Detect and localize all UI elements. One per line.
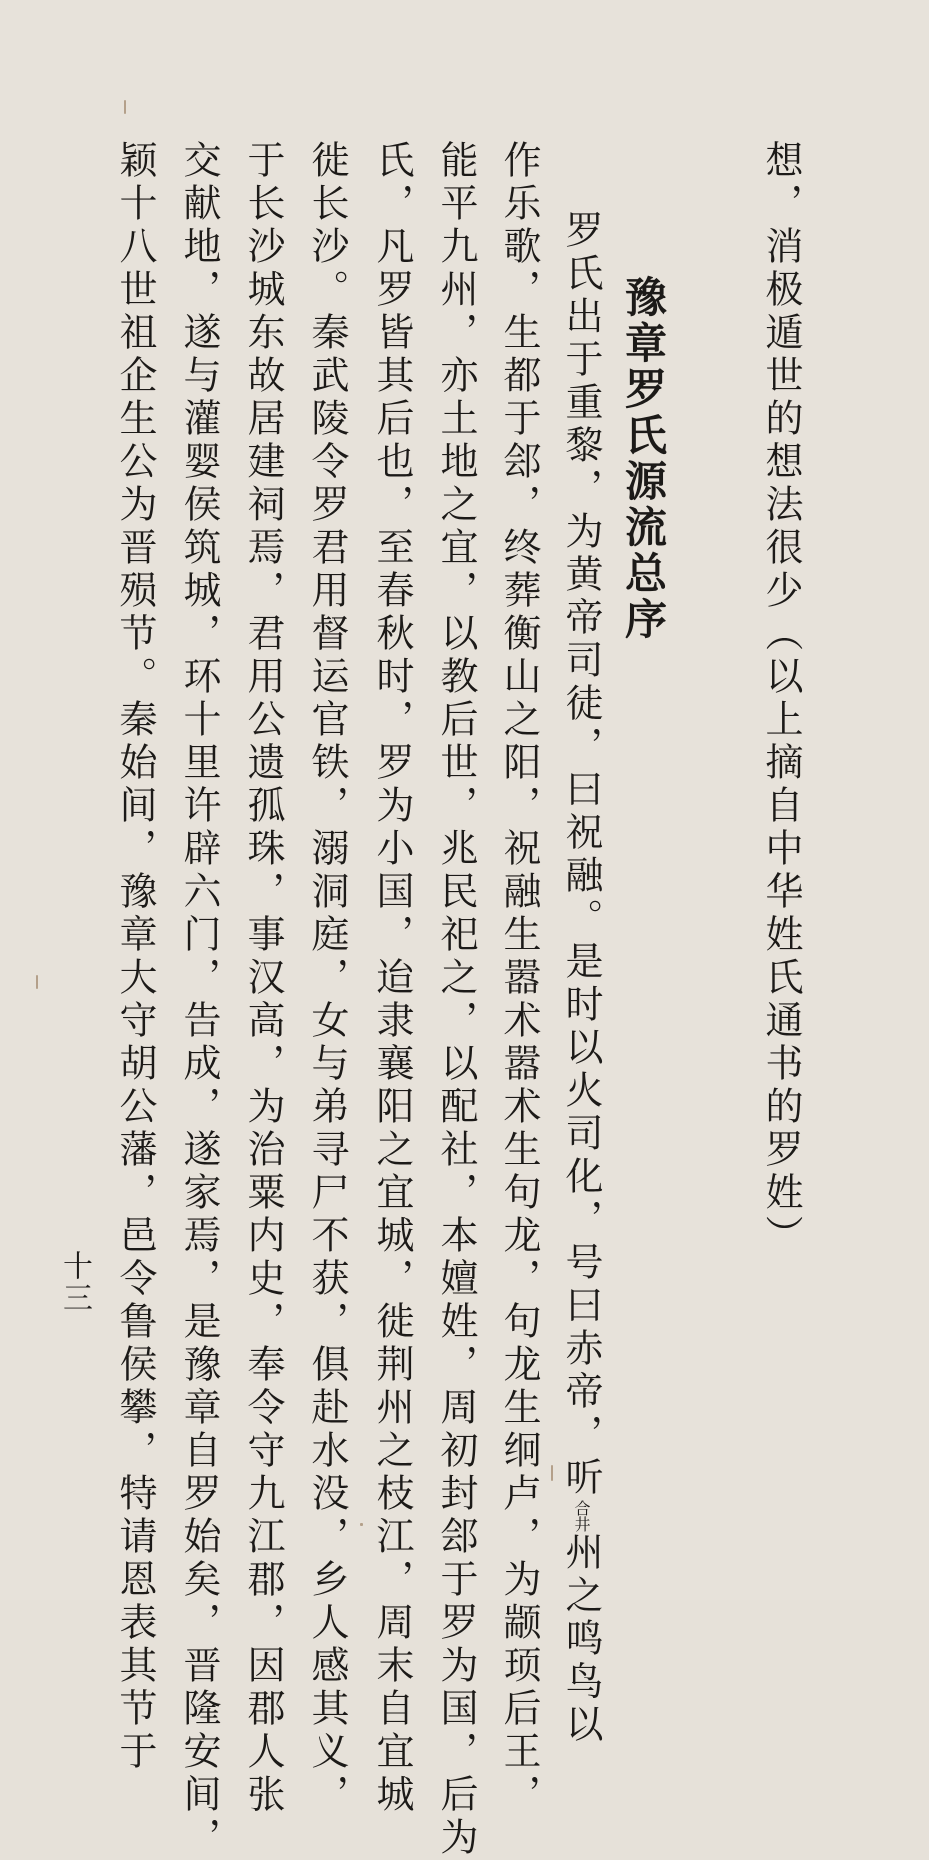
page-number: 十三 <box>57 1250 92 1314</box>
text-column-2-part-1: 罗氏出于重黎，为黄帝司徒，曰祝融。是时以火司化，号曰赤帝，听 <box>559 210 603 1500</box>
text-column-2-part-2: 州之鸣鸟以 <box>559 1532 603 1747</box>
text-column-3: 作乐歌，生都于郐，终葬衡山之阳，祝融生嚣术嚣术生句龙，句龙生䌹卢，为颛顼后王， <box>497 140 541 1817</box>
text-column-5: 氏，凡罗皆其后也，至春秋时，罗为小国，迨隶襄阳之宜城，徙荆州之枝江，周末自宜城 <box>370 140 414 1817</box>
text-column-7: 于长沙城东故居建祠焉，君用公遗孤珠，事汉高，为治粟内史，奉令守九江郡，因郡人张 <box>241 140 285 1817</box>
small-annotation: 合井 <box>572 1500 591 1532</box>
text-column-4: 能平九州，亦土地之宜，以教后世，兆民祀之，以配社，本嬗姓，周初封郐于罗为国，后为 <box>434 140 478 1860</box>
text-column-8: 交献地，遂与灌婴侯筑城，环十里许辟六门，告成，遂家焉，是豫章自罗始矣，晋隆安间， <box>177 140 221 1860</box>
paper-speck <box>36 975 38 989</box>
text-column-1: 想，消极遁世的想法很少（以上摘自中华姓氏通书的罗姓） <box>759 140 803 1258</box>
paper-speck <box>360 1523 363 1526</box>
text-column-2 <box>559 210 603 1747</box>
text-column-9: 颖十八世祖企生公为晋殒节。秦始间，豫章大守胡公藩，邑令鲁侯攀，特请恩表其节于 <box>113 140 157 1774</box>
paper-speck <box>551 1465 553 1481</box>
section-title: 豫章罗氏源流总序 <box>619 275 668 643</box>
paper-speck <box>124 100 126 114</box>
text-column-6: 徙长沙。秦武陵令罗君用督运官铁，溺洞庭，女与弟寻尸不获，俱赴水没，乡人感其义， <box>305 140 349 1817</box>
